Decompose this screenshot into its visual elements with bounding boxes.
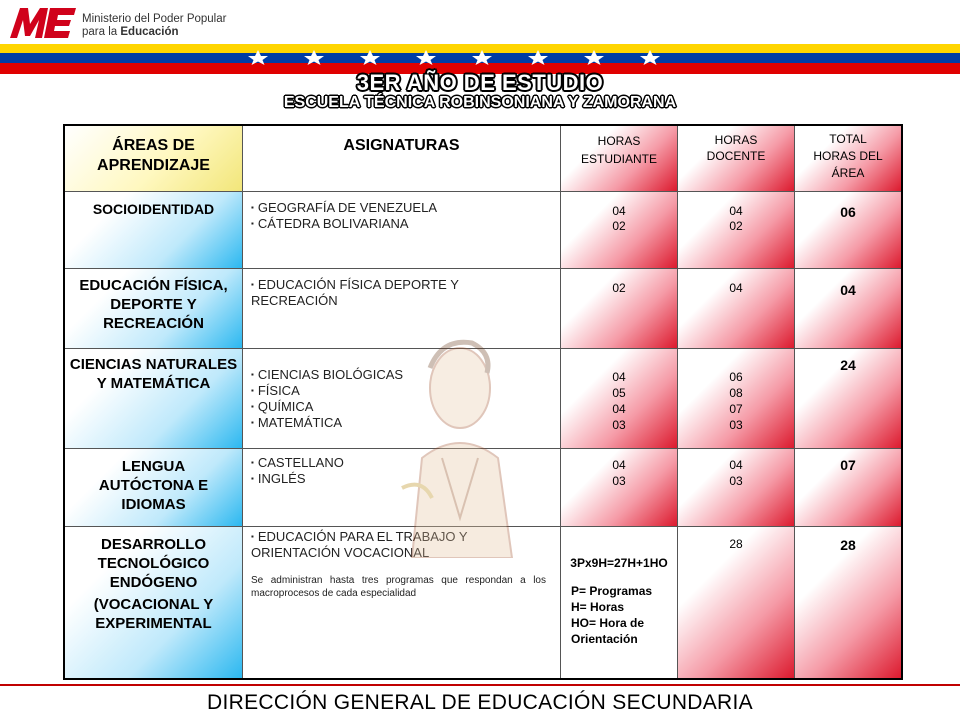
- header-areas: ÁREAS DE APRENDIZAJE: [65, 126, 243, 192]
- ministry-line2: para la Educación: [82, 26, 179, 38]
- subject-item: ▪ GEOGRAFÍA DE VENEZUELA: [251, 200, 554, 216]
- area-cell: [65, 527, 243, 678]
- ministry-name: [82, 13, 226, 39]
- total-cell: 07: [795, 449, 901, 527]
- total-cell: 24: [795, 349, 901, 449]
- subject-item: ▪ QUÍMICA: [251, 399, 554, 415]
- student-hours-cell: 04 02: [561, 192, 678, 269]
- bolivar-portrait-image: [382, 318, 532, 558]
- student-hours-cell: 04 05 04 03: [561, 349, 678, 449]
- subject-item: ▪ EDUCACIÓN FÍSICA DEPORTE Y RECREACIÓN: [251, 277, 510, 309]
- flag-stars-icon: [238, 49, 678, 65]
- header-total: TOTAL HORAS DEL ÁREA: [795, 126, 901, 192]
- legend-ho: HO= Hora de Orientación: [571, 616, 645, 646]
- student-hours-cell: 04 03: [561, 449, 678, 527]
- area-cell: LENGUA AUTÓCTONA E IDIOMAS: [65, 449, 243, 527]
- footer-bar: [0, 684, 960, 720]
- area-cell: CIENCIAS NATURALES Y MATEMÁTICA: [65, 349, 243, 449]
- teacher-hours-cell: 04 03: [678, 449, 795, 527]
- header-asignaturas: ASIGNATURAS: [243, 126, 561, 192]
- page-subtitle: ESCUELA TÉCNICA ROBINSONIANA Y ZAMORANA: [283, 94, 677, 111]
- programs-note: Se administran hasta tres programas que respondan a los macroprocesos de cada especialidad: [251, 575, 546, 599]
- legend-p: P= Programas: [571, 584, 653, 598]
- subject-item: ▪ CIENCIAS BIOLÓGICAS: [251, 367, 554, 383]
- teacher-hours-cell: 06 08 07 03: [678, 349, 795, 449]
- total-cell: 06: [795, 192, 901, 269]
- student-hours-cell: [561, 527, 678, 678]
- teacher-hours-cell: 28: [678, 527, 795, 678]
- page-title: 3ER AÑO DE ESTUDIO: [356, 70, 604, 95]
- student-hours-cell: 02: [561, 269, 678, 349]
- hours-formula: 3Px9H=27H+1HO: [570, 556, 668, 570]
- footer-text: DIRECCIÓN GENERAL DE EDUCACIÓN SECUNDARIA: [207, 691, 753, 714]
- subjects-cell: [243, 192, 561, 269]
- subject-item: ▪ MATEMÁTICA: [251, 415, 554, 431]
- header-horas-docente: HORAS DOCENTE: [678, 126, 795, 192]
- subject-item: ▪ FÍSICA: [251, 383, 554, 399]
- header-horas-estudiante: HORAS ESTUDIANTE: [561, 126, 678, 192]
- area-cell: EDUCACIÓN FÍSICA, DEPORTE Y RECREACIÓN: [65, 269, 243, 349]
- me-logo: [6, 2, 78, 42]
- total-cell: 04: [795, 269, 901, 349]
- legend-h: H= Horas: [571, 600, 625, 614]
- subject-item: ▪ CÁTEDRA BOLIVARIANA: [251, 216, 554, 232]
- area-cell: SOCIOIDENTIDAD: [65, 192, 243, 269]
- subject-item: ▪ INGLÉS: [251, 471, 554, 487]
- subject-item: ▪ EDUCACIÓN PARA EL TRABAJO Y ORIENTACIÓN VOCACIONAL: [251, 529, 540, 561]
- area-line1: DESARROLLO TECNOLÓGICO ENDÓGENO: [97, 536, 210, 591]
- teacher-hours-cell: 04 02: [678, 192, 795, 269]
- ministry-line1: Ministerio del Poder Popular: [82, 13, 227, 25]
- subject-item: ▪ CASTELLANO: [251, 455, 554, 471]
- area-line2: (VOCACIONAL Y EXPERIMENTAL: [93, 596, 214, 632]
- teacher-hours-cell: 04: [678, 269, 795, 349]
- total-cell: 28: [795, 527, 901, 678]
